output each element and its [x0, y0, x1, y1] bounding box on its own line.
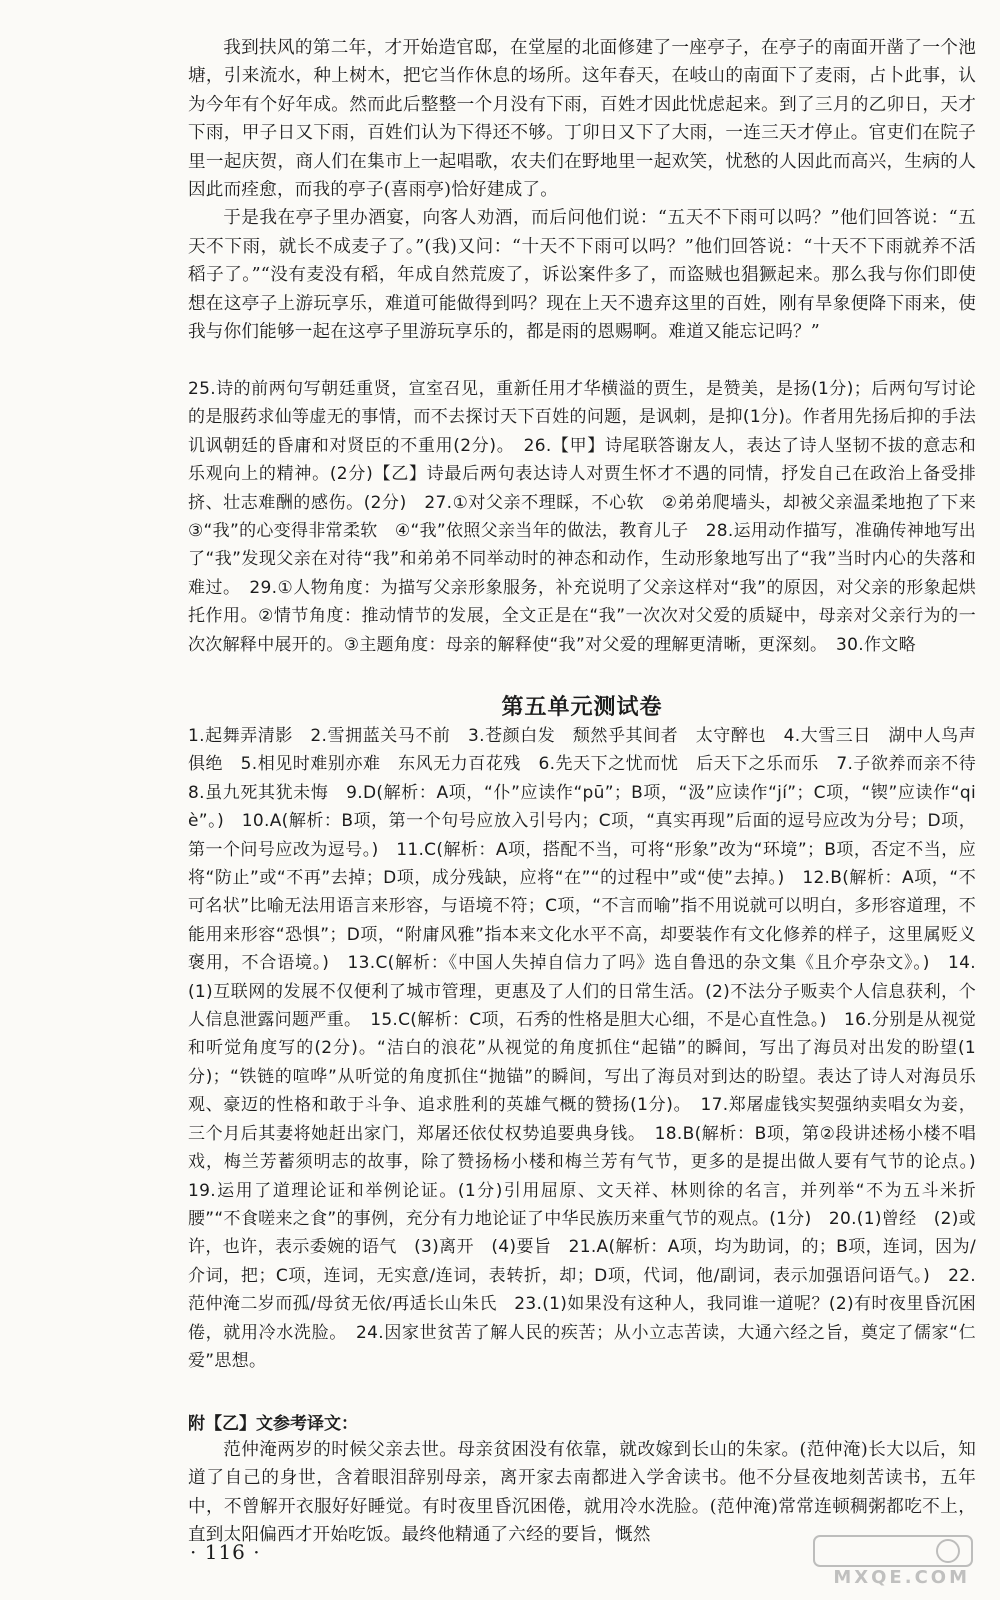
translation-paragraph-2: 于是我在亭子里办酒宴，向客人劝酒，而后问他们说：“五天不下雨可以吗？”他们回答说：“五天不下雨，就长不成麦子了。”(我)又问：“十天不下雨可以吗？”他们回答说：“十天不下雨就养不活稻子了。”“没有麦没有稻，年成自然荒废了，诉讼案件多了，而盗贼也猖獗起来。那么我与你们即使想在这亭子上游玩享乐，难道可能做得到吗？现在上天不遗弃这里的百姓，刚有旱象便降下雨来，使我与你们能够一起在这亭子里游玩享乐的，都是雨的恩赐啊。难道又能忘记吗？”	[188, 208, 976, 343]
answers-unit-four-tail	[188, 375, 994, 659]
appendix-title: 附【乙】文参考译文：	[188, 1414, 358, 1434]
watermark-text: MXQE.COM	[833, 1567, 970, 1588]
answers-unit-five	[188, 722, 994, 1375]
section-title: 第五单元测试卷	[501, 695, 663, 720]
translation-paragraph-1: 我到扶风的第二年，才开始造官邸，在堂屋的北面修建了一座亭子，在亭子的南面开凿了一个池塘，引来流水，种上树木，把它当作休息的场所。这年春天，在岐山的南面下了麦雨，占卜此事，认为今年有个好年成。然而此后整整一个月没有下雨，百姓才因此忧虑起来。到了三月的乙卯日，天才下雨，甲子日又下雨，百姓们认为下得还不够。丁卯日又下了大雨，一连三天才停止。官吏们在院子里一起庆贺，商人们在集市上一起唱歌，农夫们在野地里一起欢笑，忧愁的人因此而高兴，生病的人因此而痊愈，而我的亭子(喜雨亭)恰好建成了。	[188, 38, 976, 201]
answers-text-part2: 1.起舞弄清影 2.雪拥蓝关马不前 3.苍颜白发 颓然乎其间者 太守醉也 4.大雪三日 湖中人鸟声俱绝 5.相见时难别亦难 东风无力百花残 6.先天下之忧而忧 后天下之乐而乐 7.子欲养而亲不待 8.虽九死其犹未悔 9.D(解析：A项，“仆”应读作“pū”；B项，“汲”应读作“jí”；C项，“锲”应读作“qiè”。) 10.A(解析：B项，第一个句号应放入引号内；C项，“真实再现”后面的逗号应改为分号；D项，第一个问号应改为逗号。) 11.C(解析：A项，搭配不当，可将“形象”改为“环境”；B项，否定不当，应将“防止”或“不再”去掉；D项，成分残缺，应将“在”“的过程中”或“使”去掉。) 12.B(解析：A项，“不可名状”比喻无法用语言来形容，与语境不符；C项，“不言而喻”指不用说就可以明白，多形容道理，不能用来形容“恐惧”；D项，“附庸风雅”指本来文化水平不高，却要装作有文化修养的样子，这里属贬义褒用，不合语境。) 13.C(解析：《中国人失掉自信力了吗》选自鲁迅的杂文集《且介亭杂文》。) 14.(1)互联网的发展不仅便利了城市管理，更惠及了人们的日常生活。(2)不法分子贩卖个人信息获利，个人信息泄露问题严重。 15.C(解析：C项，石秀的性格是胆大心细，不是心直性急。) 16.分别是从视觉和听觉角度写的(2分)。“洁白的浪花”从视觉的角度抓住“起锚”的瞬间，写出了海员对出发的盼望(1分)；“铁链的喧哗”从听觉的角度抓住“抛锚”的瞬间，写出了海员对到达的盼望。表达了诗人对海员乐观、豪迈的性格和敢于斗争、追求胜利的英雄气概的赞扬(1分)。 17.郑屠虚钱实契强纳卖唱女为妾，三个月后其妻将她赶出家门，郑屠还依仗权势追要典身钱。 18.B(解析：B项，第②段讲述杨小楼不唱戏，梅兰芳蓄须明志的故事，除了赞扬杨小楼和梅兰芳有气节，更多的是提出做人要有气节的论点。) 19.运用了道理论证和举例论证。(1分)引用屈原、文天祥、林则徐的名言，并列举“不为五斗米折腰”“不食嗟来之食”的事例，充分有力地论证了中华民族历来重气节的观点。(1分) 20.(1)曾经 (2)或许，也许，表示委婉的语气 (3)离开 (4)要旨 21.A(解析：A项，均为助词，的；B项，连词，因为/介词，把；C项，连词，无实意/连词，表转折，却；D项，代词，他/副词，表示加强语问语气。) 22.范仲淹二岁而孤/母贫无依/再适长山朱氏 23.(1)如果没有这种人，我同谁一道呢？(2)有时夜里昏沉困倦，就用冷水洗脸。 24.因家世贫苦了解人民的疾苦；从小立志苦读，大通六经之旨，奠定了儒家“仁爱”思想。	[188, 726, 994, 1371]
answers-text-part1: 25.诗的前两句写朝廷重贤，宣室召见，重新任用才华横溢的贾生，是赞美，是扬(1分)；后两句写讨论的是服药求仙等虚无的事情，而不去探讨天下百姓的问题，是讽刺，是抑(1分)。作者用先扬后抑的手法讥讽朝廷的昏庸和对贤臣的不重用(2分)。 26.【甲】诗尾联答谢友人，表达了诗人坚韧不拔的意志和乐观向上的精神。(2分)【乙】诗最后两句表达诗人对贾生怀才不遇的同情，抒发自己在政治上备受排挤、壮志难酬的感伤。(2分) 27.①对父亲不理睬，不心软 ②弟弟爬墙头，却被父亲温柔地抱了下来 ③“我”的心变得非常柔软 ④“我”依照父亲当年的做法，教育儿子 28.运用动作描写，准确传神地写出了“我”发现父亲在对待“我”和弟弟不同举动时的神态和动作，生动形象地写出了“我”当时内心的失落和难过。 29.①人物角度：为描写父亲形象服务，补充说明了父亲这样对“我”的原因，对父亲的形象起烘托作用。②情节角度：推动情节的发展，全文正是在“我”一次次对父爱的质疑中，母亲对父亲行为的一次次解释中展开的。③主题角度：母亲的解释使“我”对父爱的理解更清晰，更深刻。 30.作文略	[188, 379, 994, 655]
page-number: · 116 ·	[190, 1540, 261, 1564]
translation-jia-block	[188, 34, 976, 346]
translation-yi-paragraph: 范仲淹两岁的时候父亲去世。母亲贫困没有依靠，就改嫁到长山的朱家。(范仲淹)长大以后，知道了自己的身世，含着眼泪辞别母亲，离开家去南都进入学舍读书。他不分昼夜地刻苦读书，五年中，不曾解开衣服好好睡觉。有时夜里昏沉困倦，就用冷水洗脸。(范仲淹)常常连顿稠粥都吃不上，直到太阳偏西才开始吃饭。最终他精通了六经的要旨，慨然	[188, 1440, 976, 1546]
